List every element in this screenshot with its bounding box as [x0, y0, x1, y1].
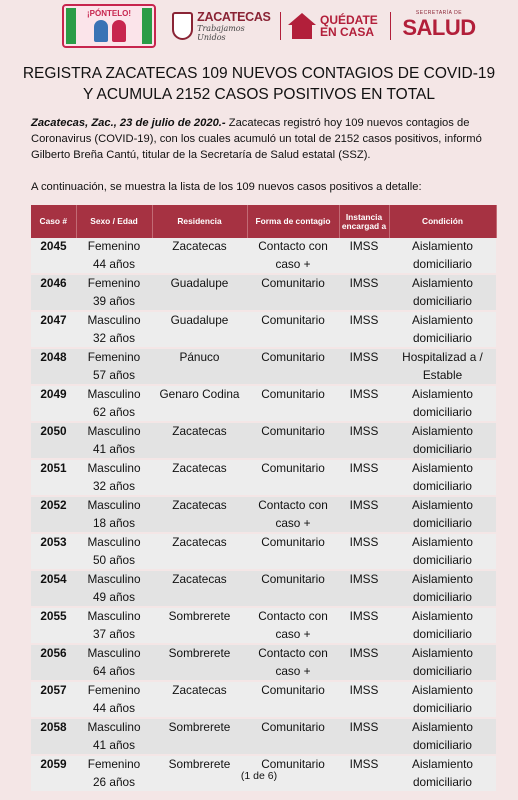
ponte-label: ¡PÓNTELO!: [87, 9, 131, 18]
instancia-cell: IMSS: [339, 644, 389, 681]
title-line-1: REGISTRA ZACATECAS 109 NUEVOS CONTAGIOS DE COVID-19: [22, 65, 496, 82]
residencia-cell: Pánuco: [152, 348, 247, 385]
forma-contagio-cell: Contacto con caso +: [247, 238, 339, 274]
sexo-value: Masculino: [87, 461, 141, 475]
caso-cell: 2052: [31, 496, 76, 533]
caso-cell: 2058: [31, 718, 76, 755]
header-residencia: Residencia: [152, 205, 247, 238]
residencia-cell: Genaro Codina: [152, 385, 247, 422]
header-forma-contagio: Forma de contagio: [247, 205, 339, 238]
table-row: [31, 533, 496, 570]
intro-paragraph: [31, 115, 501, 163]
caso-cell: 2054: [31, 570, 76, 607]
zacatecas-shield-icon: [172, 12, 193, 40]
sexo-value: Masculino: [87, 498, 141, 512]
forma-contagio-cell: Contacto con caso +: [247, 607, 339, 644]
sexo-value: Femenino: [87, 350, 141, 364]
residencia-cell: Zacatecas: [152, 422, 247, 459]
caso-cell: 2051: [31, 459, 76, 496]
sexo-value: Masculino: [87, 535, 141, 549]
table-row: [31, 570, 496, 607]
forma-contagio-cell: Comunitario: [247, 311, 339, 348]
edad-value: 32 años: [93, 330, 135, 345]
sexo-edad-cell: [76, 496, 152, 533]
caso-cell: 2050: [31, 422, 76, 459]
forma-contagio-cell: Contacto con caso +: [247, 644, 339, 681]
instancia-cell: IMSS: [339, 238, 389, 274]
residencia-cell: Zacatecas: [152, 570, 247, 607]
edad-value: 18 años: [93, 515, 135, 530]
edad-value: 62 años: [93, 404, 135, 419]
forma-contagio-cell: Comunitario: [247, 681, 339, 718]
header-caso: Caso #: [31, 205, 76, 238]
instancia-cell: IMSS: [339, 570, 389, 607]
quedate-en-casa-logo: [288, 10, 384, 42]
residencia-cell: Zacatecas: [152, 533, 247, 570]
table-row: [31, 422, 496, 459]
table-row: [31, 348, 496, 385]
page-title: [18, 63, 500, 105]
table-row: [31, 238, 496, 274]
instancia-cell: IMSS: [339, 311, 389, 348]
forma-contagio-cell: Comunitario: [247, 459, 339, 496]
edad-value: 50 años: [93, 552, 135, 567]
table-row: [31, 311, 496, 348]
caso-cell: 2049: [31, 385, 76, 422]
sexo-edad-cell: [76, 607, 152, 644]
table-header-row: [31, 205, 496, 238]
instancia-cell: IMSS: [339, 533, 389, 570]
caso-cell: 2055: [31, 607, 76, 644]
condicion-cell: Aislamiento domiciliario: [389, 570, 496, 607]
forma-contagio-cell: Comunitario: [247, 755, 339, 792]
table-row: [31, 274, 496, 311]
forma-contagio-cell: Comunitario: [247, 718, 339, 755]
sexo-edad-cell: [76, 644, 152, 681]
list-intro: A continuación, se muestra la lista de los 109 nuevos casos positivos a detalle:: [31, 181, 422, 193]
sexo-edad-cell: [76, 348, 152, 385]
salud-label: SALUD: [402, 15, 476, 40]
instancia-cell: IMSS: [339, 274, 389, 311]
edad-value: 37 años: [93, 626, 135, 641]
sexo-value: Masculino: [87, 313, 141, 327]
instancia-cell: IMSS: [339, 385, 389, 422]
header-divider: [280, 12, 281, 40]
forma-contagio-cell: Comunitario: [247, 422, 339, 459]
residencia-cell: Zacatecas: [152, 238, 247, 274]
zacatecas-name: ZACATECAS: [197, 9, 271, 24]
edad-value: 44 años: [93, 700, 135, 715]
residencia-cell: Zacatecas: [152, 459, 247, 496]
forma-contagio-cell: Comunitario: [247, 570, 339, 607]
edad-value: 57 años: [93, 367, 135, 382]
zacatecas-logo: [172, 8, 272, 44]
caso-cell: 2056: [31, 644, 76, 681]
dateline: Zacatecas, Zac., 23 de julio de 2020.-: [31, 117, 226, 129]
sexo-value: Femenino: [87, 683, 141, 697]
sexo-value: Masculino: [87, 720, 141, 734]
edad-value: 64 años: [93, 663, 135, 678]
instancia-cell: IMSS: [339, 496, 389, 533]
table-row: [31, 718, 496, 755]
caso-cell: 2046: [31, 274, 76, 311]
header-instancia: Instancia encargad a: [339, 205, 389, 238]
condicion-cell: Aislamiento domiciliario: [389, 311, 496, 348]
secretaria-label: SECRETARÍA DE: [415, 10, 463, 16]
title-line-2: Y ACUMULA 2152 CASOS POSITIVOS EN TOTAL: [82, 86, 436, 103]
condicion-cell: Aislamiento domiciliario: [389, 459, 496, 496]
forma-contagio-cell: Comunitario: [247, 348, 339, 385]
table-body: [31, 238, 496, 792]
residencia-cell: Guadalupe: [152, 274, 247, 311]
condicion-cell: Aislamiento domiciliario: [389, 755, 496, 792]
sexo-edad-cell: [76, 570, 152, 607]
header-logos: [0, 0, 518, 50]
caso-cell: 2057: [31, 681, 76, 718]
table-row: [31, 496, 496, 533]
edad-value: 41 años: [93, 441, 135, 456]
edad-value: 44 años: [93, 256, 135, 271]
page-indicator: (1 de 6): [240, 770, 278, 782]
residencia-cell: Zacatecas: [152, 496, 247, 533]
edad-value: 26 años: [93, 774, 135, 789]
table-row: [31, 644, 496, 681]
residencia-cell: Guadalupe: [152, 311, 247, 348]
condicion-cell: Aislamiento domiciliario: [389, 422, 496, 459]
forma-contagio-cell: Contacto con caso +: [247, 496, 339, 533]
instancia-cell: IMSS: [339, 459, 389, 496]
header-divider: [390, 12, 391, 40]
instancia-cell: IMSS: [339, 422, 389, 459]
table-row: [31, 459, 496, 496]
sexo-edad-cell: [76, 238, 152, 274]
sexo-edad-cell: [76, 311, 152, 348]
sexo-value: Masculino: [87, 424, 141, 438]
forma-contagio-cell: Comunitario: [247, 274, 339, 311]
sexo-edad-cell: [76, 533, 152, 570]
edad-value: 41 años: [93, 737, 135, 752]
zacatecas-motto: Trabajamos Unidos: [197, 23, 245, 42]
condicion-cell: Aislamiento domiciliario: [389, 496, 496, 533]
caso-cell: 2045: [31, 238, 76, 274]
edad-value: 32 años: [93, 478, 135, 493]
sexo-value: Masculino: [87, 387, 141, 401]
instancia-cell: IMSS: [339, 607, 389, 644]
edad-value: 49 años: [93, 589, 135, 604]
caso-cell: 2047: [31, 311, 76, 348]
instancia-cell: IMSS: [339, 348, 389, 385]
caso-cell: 2048: [31, 348, 76, 385]
residencia-cell: Sombrerete: [152, 644, 247, 681]
sexo-edad-cell: [76, 459, 152, 496]
sexo-value: Femenino: [87, 757, 141, 771]
condicion-cell: Aislamiento domiciliario: [389, 238, 496, 274]
residencia-cell: Sombrerete: [152, 607, 247, 644]
sexo-edad-cell: [76, 385, 152, 422]
sexo-value: Masculino: [87, 572, 141, 586]
table-row: [31, 385, 496, 422]
residencia-cell: Sombrerete: [152, 755, 247, 792]
residencia-cell: Sombrerete: [152, 718, 247, 755]
secretaria-salud-logo: [398, 10, 480, 42]
table-row: [31, 607, 496, 644]
condicion-cell: Aislamiento domiciliario: [389, 385, 496, 422]
instancia-cell: IMSS: [339, 681, 389, 718]
sexo-edad-cell: [76, 274, 152, 311]
quedate-line2: EN CASA: [320, 25, 375, 39]
condicion-cell: Hospitalizad a / Estable: [389, 348, 496, 385]
instancia-cell: IMSS: [339, 755, 389, 792]
intro-text: Zacatecas registró hoy 109 nuevos contagios de Coronavirus (COVID-19), con los cuales acumuló un total de 2152 casos positivos, informó Gilberto Breña Cantú, titular de la Secretaría de Salud estatal (SSZ).: [31, 117, 482, 161]
sexo-value: Masculino: [87, 646, 141, 660]
sexo-edad-cell: [76, 718, 152, 755]
forma-contagio-cell: Comunitario: [247, 385, 339, 422]
sexo-edad-cell: [76, 422, 152, 459]
quedate-line1: QUÉDATE: [320, 13, 378, 27]
sexo-value: Masculino: [87, 609, 141, 623]
edad-value: 39 años: [93, 293, 135, 308]
table-row: [31, 681, 496, 718]
forma-contagio-cell: Comunitario: [247, 533, 339, 570]
condicion-cell: Aislamiento domiciliario: [389, 533, 496, 570]
sexo-edad-cell: [76, 681, 152, 718]
caso-cell: 2059: [31, 755, 76, 792]
condicion-cell: Aislamiento domiciliario: [389, 607, 496, 644]
sexo-value: Femenino: [87, 276, 141, 290]
caso-cell: 2053: [31, 533, 76, 570]
header-sexo-edad: Sexo / Edad: [76, 205, 152, 238]
sexo-value: Femenino: [87, 239, 141, 253]
condicion-cell: Aislamiento domiciliario: [389, 274, 496, 311]
condicion-cell: Aislamiento domiciliario: [389, 681, 496, 718]
house-icon: [288, 13, 316, 39]
instancia-cell: IMSS: [339, 718, 389, 755]
header-condicion: Condición: [389, 205, 496, 238]
ponte-cubrebocas-logo: [62, 4, 156, 48]
residencia-cell: Zacatecas: [152, 681, 247, 718]
cases-table: [31, 205, 497, 793]
condicion-cell: Aislamiento domiciliario: [389, 718, 496, 755]
condicion-cell: Aislamiento domiciliario: [389, 644, 496, 681]
